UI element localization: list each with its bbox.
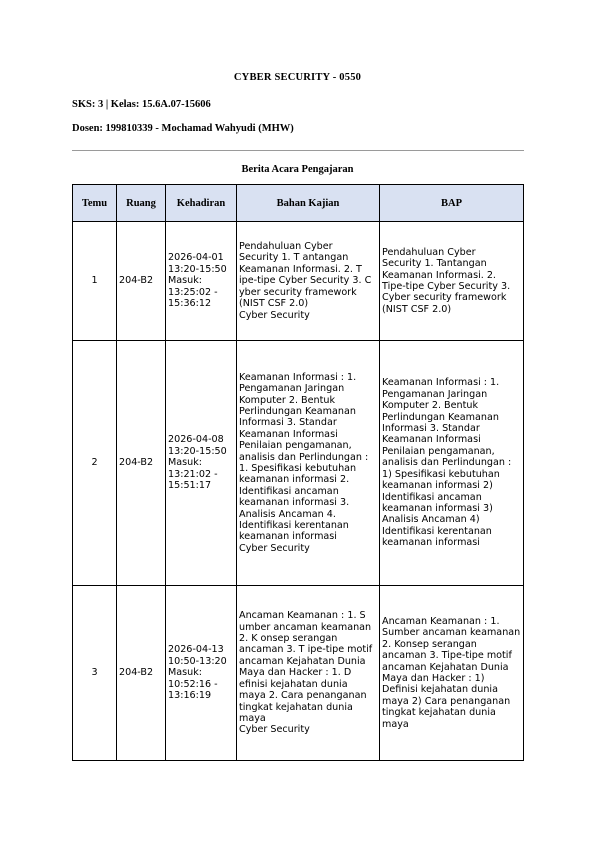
page-title: CYBER SECURITY - 0550 xyxy=(233,72,362,83)
cell-bahan-kajian: Keamanan Informasi : 1. Pengamanan Jaringan Komputer 2. Bentuk Perlindungan Keamanan Informasi 3. Standar Keamanan Informasi Penilaian pengamanan, analisis dan Perlindungan : 1. Spesifikasi kebutuhan keamanan informasi 2. Identifikasi ancaman keamanan informasi 3. Analisis Ancaman 4. Identifikasi kerentanan keamanan informasi Cyber Security xyxy=(237,341,380,586)
cell-bap: Keamanan Informasi : 1. Pengamanan Jaringan Komputer 2. Bentuk Perlindungan Keamanan Informasi 3. Standar Keamanan Informasi Penilaian pengamanan, analisis dan Perlindungan : 1) Spesifikasi kebutuhan keamanan informasi 2) Identifikasi ancaman keamanan informasi 3) Analisis Ancaman 4) Identifikasi kerentanan keamanan informasi xyxy=(380,341,524,586)
cell-temu: 3 xyxy=(73,586,117,761)
teaching-report-table xyxy=(72,184,524,761)
cell-ruang: 204-B2 xyxy=(117,341,166,586)
cell-bap: Ancaman Keamanan : 1. Sumber ancaman keamanan 2. Konsep serangan ancaman 3. Tipe-tipe motif ancaman Kejahatan Dunia Maya dan Hacker : 1) Definisi kejahatan dunia maya 2) Cara penanganan tingkat kejahatan dunia maya xyxy=(380,586,524,761)
cell-bap: Pendahuluan Cyber Security 1. Tantangan Keamanan Informasi. 2. Tipe-tipe Cyber Security 3. Cyber security framework (NIST CSF 2.0) xyxy=(380,222,524,341)
table-caption: Berita Acara Pengajaran xyxy=(241,164,354,175)
cell-ruang: 204-B2 xyxy=(117,586,166,761)
column-header-bap: BAP xyxy=(380,185,524,222)
cell-kehadiran: 2026-04-08 13:20-15:50 Masuk: 13:21:02 - 15:51:17 xyxy=(166,341,237,586)
table-row xyxy=(73,222,524,341)
horizontal-divider xyxy=(72,150,524,151)
cell-temu: 2 xyxy=(73,341,117,586)
cell-kehadiran: 2026-04-01 13:20-15:50 Masuk: 13:25:02 - 15:36:12 xyxy=(166,222,237,341)
table-header-row xyxy=(73,185,524,222)
cell-ruang: 204-B2 xyxy=(117,222,166,341)
column-header-bahan-kajian: Bahan Kajian xyxy=(237,185,380,222)
cell-kehadiran: 2026-04-13 10:50-13:20 Masuk: 10:52:16 - 13:16:19 xyxy=(166,586,237,761)
column-header-ruang: Ruang xyxy=(117,185,166,222)
course-credits-class-line: SKS: 3 | Kelas: 15.6A.07-15606 xyxy=(72,99,211,110)
lecturer-line: Dosen: 199810339 - Mochamad Wahyudi (MHW) xyxy=(72,123,294,134)
cell-bahan-kajian: Pendahuluan Cyber Security 1. T antangan Keamanan Informasi. 2. T ipe-tipe Cyber Security 3. C yber security framework (NIST CSF 2.0) Cyber Security xyxy=(237,222,380,341)
column-header-kehadiran: Kehadiran xyxy=(166,185,237,222)
table-row xyxy=(73,341,524,586)
table-row xyxy=(73,586,524,761)
cell-temu: 1 xyxy=(73,222,117,341)
column-header-temu: Temu xyxy=(73,185,117,222)
cell-bahan-kajian: Ancaman Keamanan : 1. S umber ancaman keamanan 2. K onsep serangan ancaman 3. T ipe-tipe motif ancaman Kejahatan Dunia Maya dan Hacker : 1. D efinisi kejahatan dunia maya 2. Cara penanganan tingkat kejahatan dunia maya Cyber Security xyxy=(237,586,380,761)
